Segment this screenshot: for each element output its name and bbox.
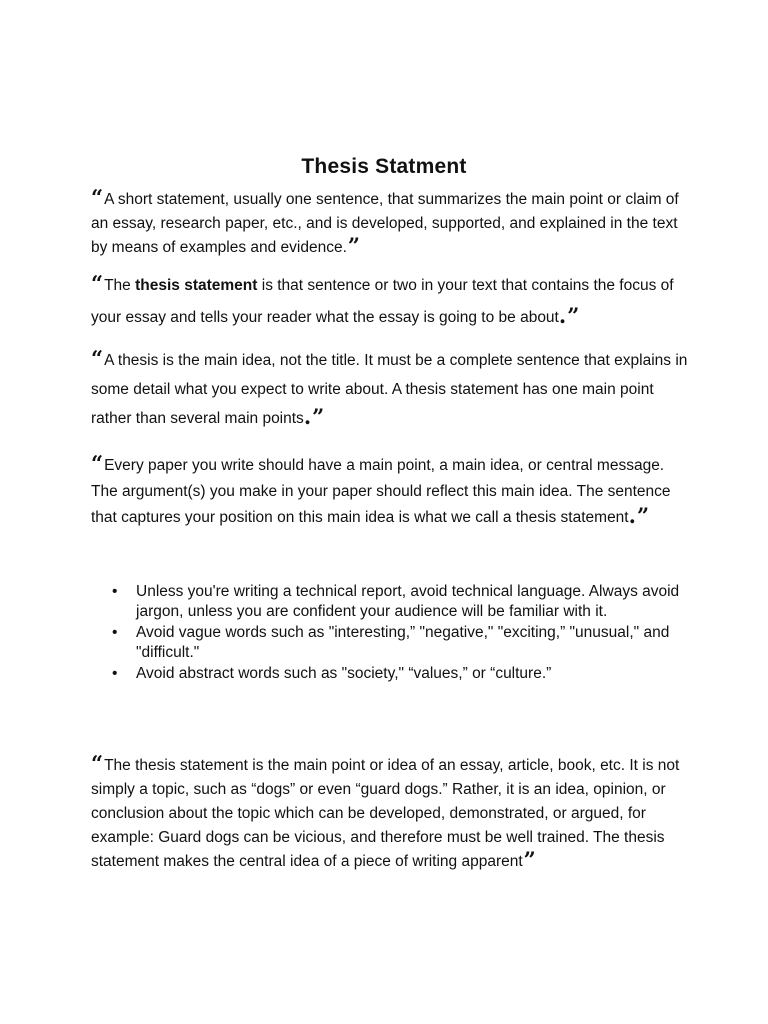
list-item-text: Unless you're writing a technical report, avoid technical language. Always avoid jargon, unless you are confident your audience will be familiar with it.: [136, 583, 680, 620]
paragraph-text: A short statement, usually one sentence, that summarizes the main point or claim of an essay, research paper, etc., and is developed, supported, and explained in the text by means of examples and evidence.: [91, 191, 679, 256]
bullet-icon: •: [112, 624, 118, 641]
sentence-end-period: .: [303, 404, 312, 429]
open-quote: “: [91, 185, 104, 210]
list-item: [112, 664, 702, 684]
definition-paragraph-5: [91, 751, 691, 874]
page-title: Thesis Statment: [301, 155, 467, 178]
paragraph-text: The thesis statement is the main point or idea of an essay, article, book, etc. It is not simply a topic, such as “dogs” or even “guard dogs.” Rather, it is an idea, opinion, or conclusion about the topic which can be developed, demonstrated, or argued, for example: Guard dogs can be vicious, and therefore must be well trained. The thesis statement makes the central idea of a piece of writing apparent: [91, 757, 680, 870]
sentence-end-period: .: [558, 303, 567, 328]
paragraph-text: Every paper you write should have a main point, a main idea, or central message. The argument(s) you make in your paper should reflect this main idea. The sentence that captures your position on this main idea is what we call a thesis statement: [91, 457, 671, 526]
list-item-text: Avoid vague words such as "interesting,” "negative," "exciting,” "unusual," and "difficult.": [136, 624, 670, 661]
list-item: [112, 623, 702, 662]
open-quote: “: [91, 751, 104, 776]
sentence-end-period: .: [628, 503, 636, 528]
close-quote: ”: [347, 233, 360, 258]
bullet-icon: •: [112, 583, 118, 600]
list-item: [112, 582, 702, 621]
close-quote: ”: [312, 404, 325, 429]
open-quote: “: [91, 271, 104, 296]
close-quote: ”: [636, 503, 650, 528]
open-quote: “: [91, 346, 104, 371]
definition-paragraph-3: [91, 346, 691, 433]
list-item-text: Avoid abstract words such as "society," “values,” or “culture.”: [136, 665, 552, 682]
paragraph-text-suffix: is that sentence or two in your text that contains the focus of your essay and tells your reader what the essay is going to be about: [91, 277, 674, 326]
close-quote: ”: [523, 847, 536, 872]
definition-paragraph-1: [91, 185, 691, 260]
tips-bullet-list: [112, 582, 702, 686]
bold-term: thesis statement: [135, 277, 258, 294]
definition-paragraph-4: [91, 453, 691, 531]
paragraph-text: A thesis is the main idea, not the title. It must be a complete sentence that explains in some detail what you expect to write about. A thesis statement has one main point rather than several main points: [91, 352, 688, 427]
paragraph-text-prefix: The: [104, 277, 136, 294]
open-quote: “: [91, 451, 104, 476]
bullet-icon: •: [112, 665, 118, 682]
definition-paragraph-2: [91, 270, 691, 334]
close-quote: ”: [567, 303, 580, 328]
